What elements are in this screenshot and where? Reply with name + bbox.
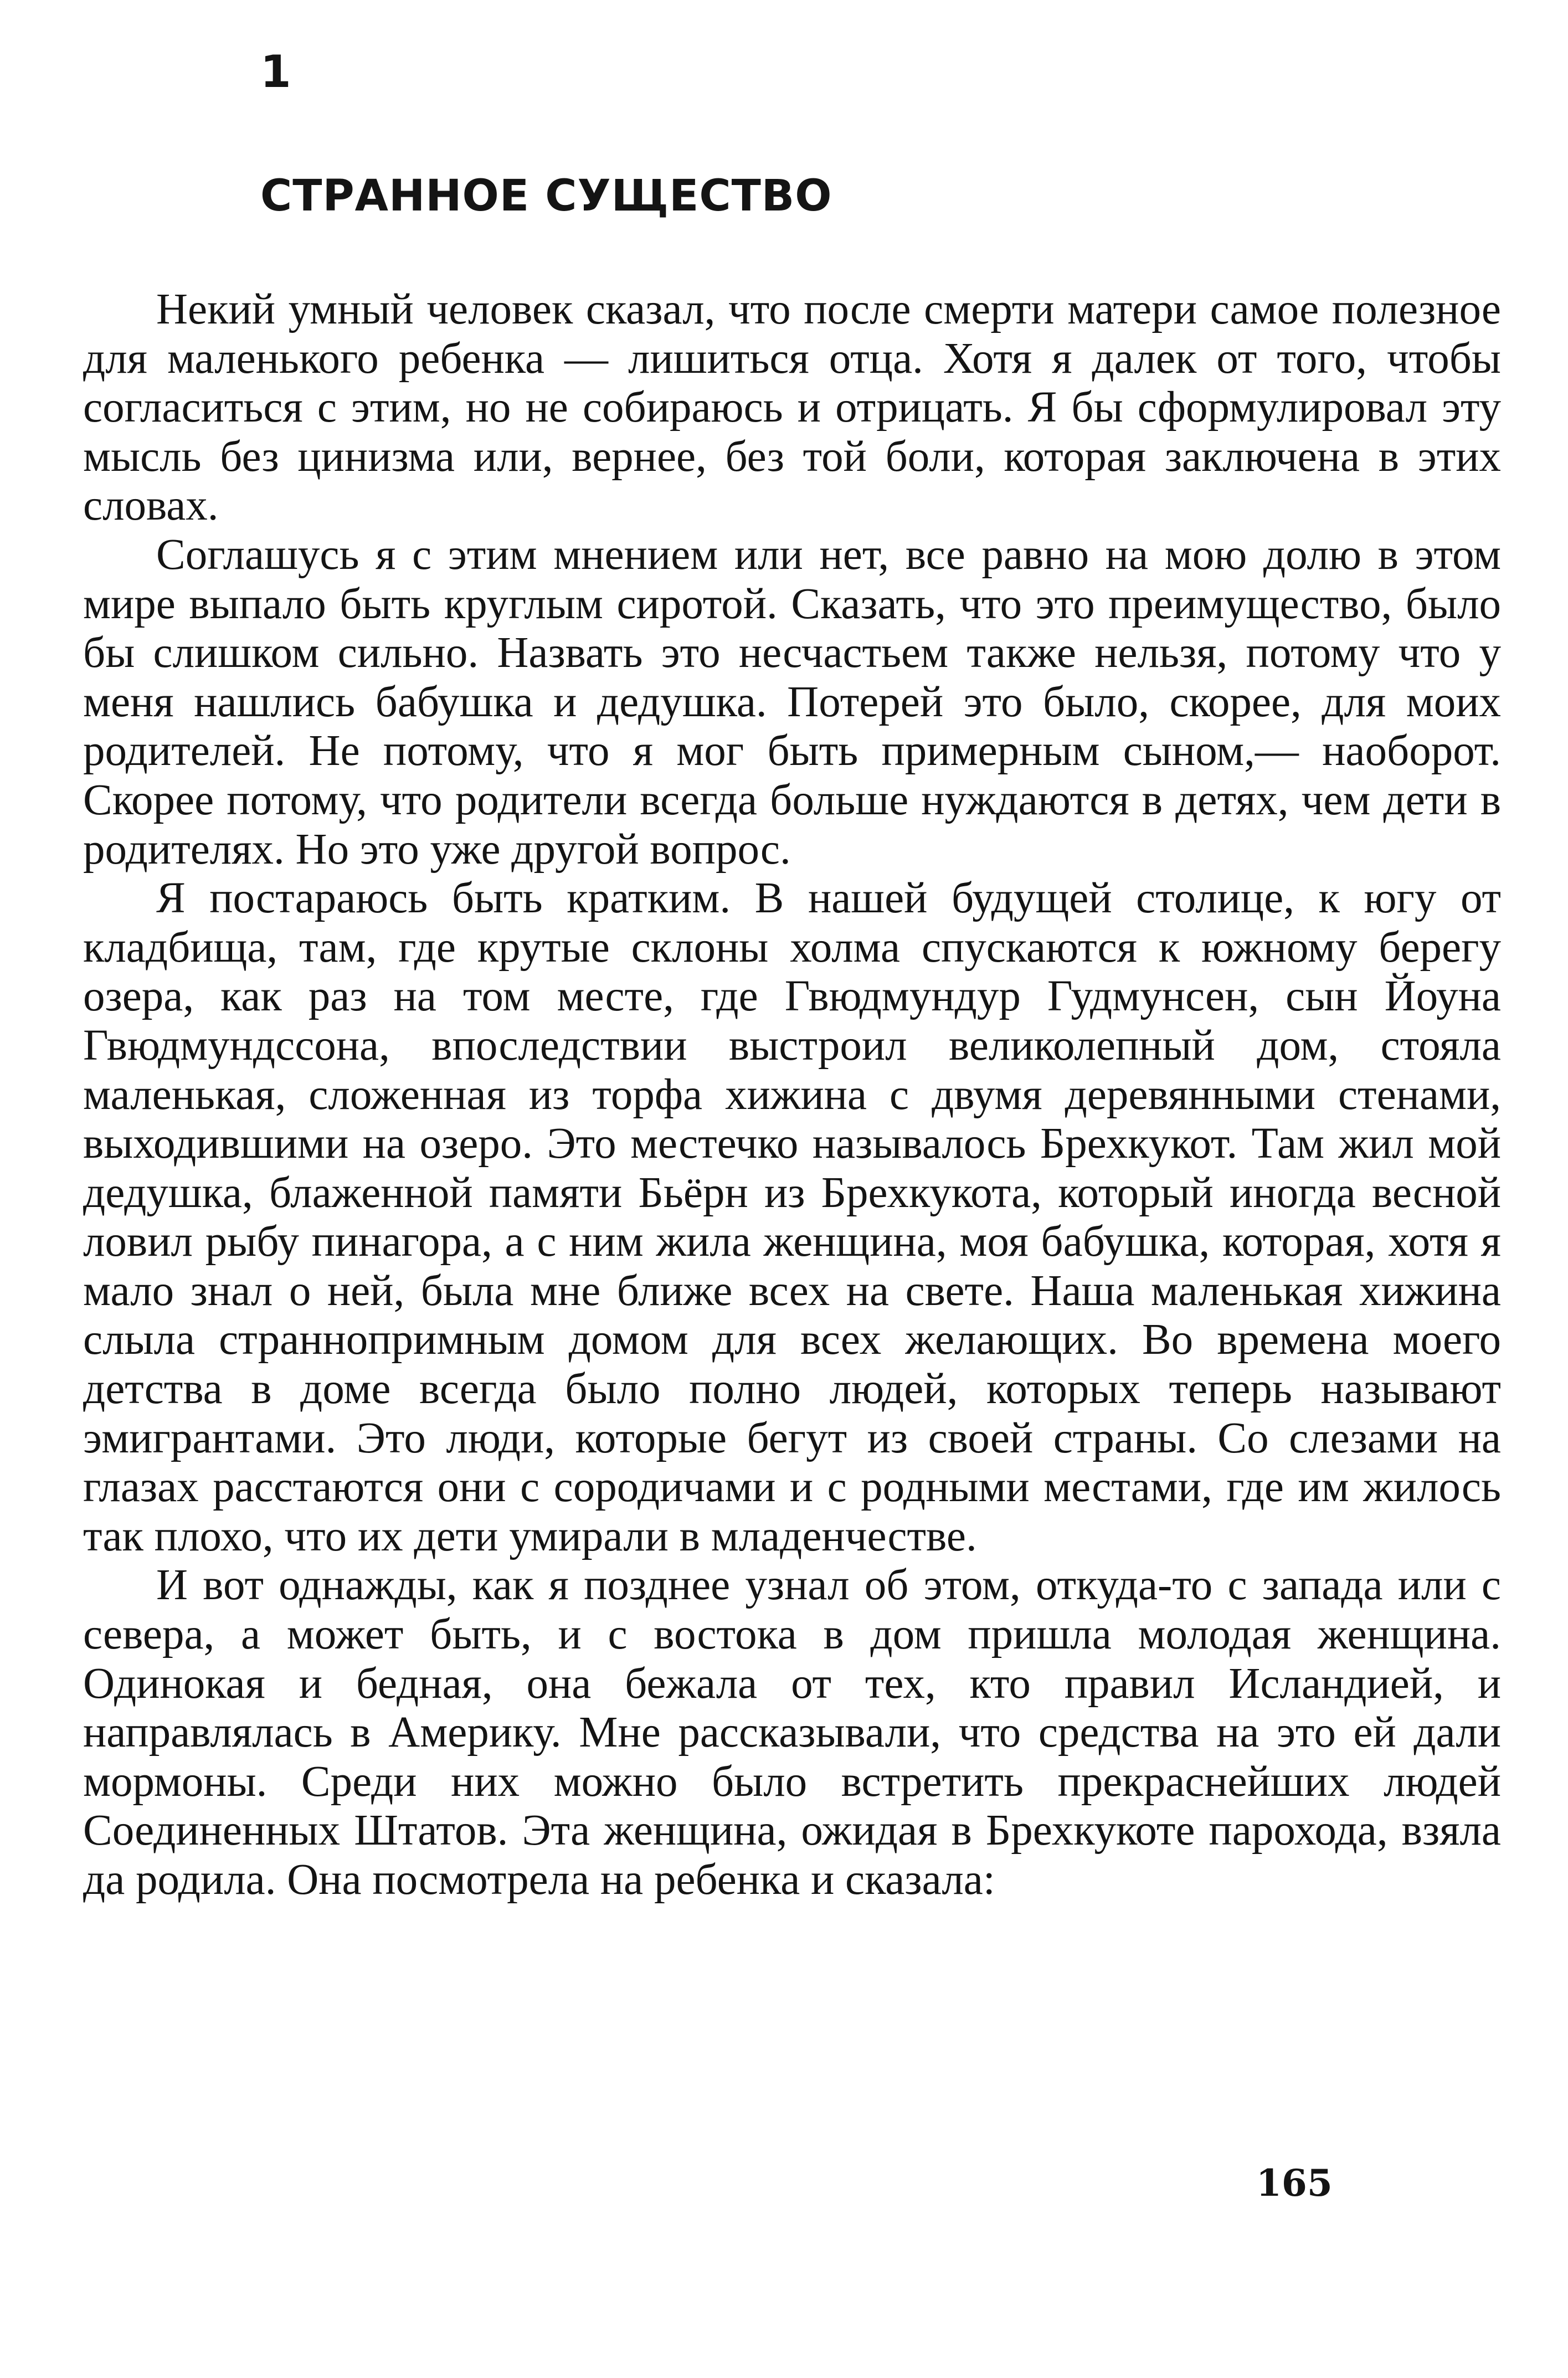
body-text xyxy=(83,285,1501,1905)
paragraph-4: И вот однажды, как я позднее узнал об этом, откуда-то с запада или с севера, а может быть, и с востока в дом пришла молодая женщина. Одинокая и бедная, она бежала от тех, кто правил Исландией, и направлялась в Америку. Мне рассказывали, что средства на это ей дали мормоны. Среди них можно было встретить прекраснейших людей Соединенных Штатов. Эта женщина, ожидая в Брехкукоте парохода, взяла да родила. Она посмотрела на ребенка и сказала: xyxy=(83,1561,1501,1904)
chapter-number: 1 xyxy=(260,46,291,97)
paragraph-1: Некий умный человек сказал, что после смерти матери самое полезное для маленького ребенка — лишиться отца. Хотя я далек от того, чтобы согласиться с этим, но не собираюсь и отрицать. Я бы сформулировал эту мысль без цинизма или, вернее, без той боли, которая заключена в этих словах. xyxy=(83,285,1501,530)
chapter-title: СТРАННОЕ СУЩЕСТВО xyxy=(260,171,832,221)
paragraph-2: Соглашусь я с этим мнением или нет, все равно на мою долю в этом мире выпало быть круглым сиротой. Сказать, что это преимущество, было бы слишком сильно. Назвать это несчастьем также нельзя, потому что у меня нашлись бабушка и дедушка. Потерей это было, скорее, для моих родителей. Не потому, что я мог быть примерным сыном,— наоборот. Скорее потому, что родители всегда больше нуждаются в детях, чем дети в родителях. Но это уже другой вопрос. xyxy=(83,530,1501,874)
page-number: 165 xyxy=(1256,2161,1333,2205)
paragraph-3: Я постараюсь быть кратким. В нашей будущей столице, к югу от кладбища, там, где крутые склоны холма спускаются к южному берегу озера, как раз на том месте, где Гвюдмундур Гудмунсен, сын Йоуна Гвюдмундссона, впоследствии выстроил великолепный дом, стояла маленькая, сложенная из торфа хижина с двумя деревянными стенами, выходившими на озеро. Это местечко называлось Брехкукот. Там жил мой дедушка, блаженной памяти Бьёрн из Брехкукота, который иногда весной ловил рыбу пинагора, а с ним жила женщина, моя бабушка, которая, хотя я мало знал о ней, была мне ближе всех на свете. Наша маленькая хижина слыла страннопримным домом для всех желающих. Во времена моего детства в доме всегда было полно людей, которых теперь называют эмигрантами. Это люди, которые бегут из своей страны. Со слезами на глазах расстаются они с сородичами и с родными местами, где им жилось так плохо, что их дети умирали в младенчестве. xyxy=(83,874,1501,1560)
